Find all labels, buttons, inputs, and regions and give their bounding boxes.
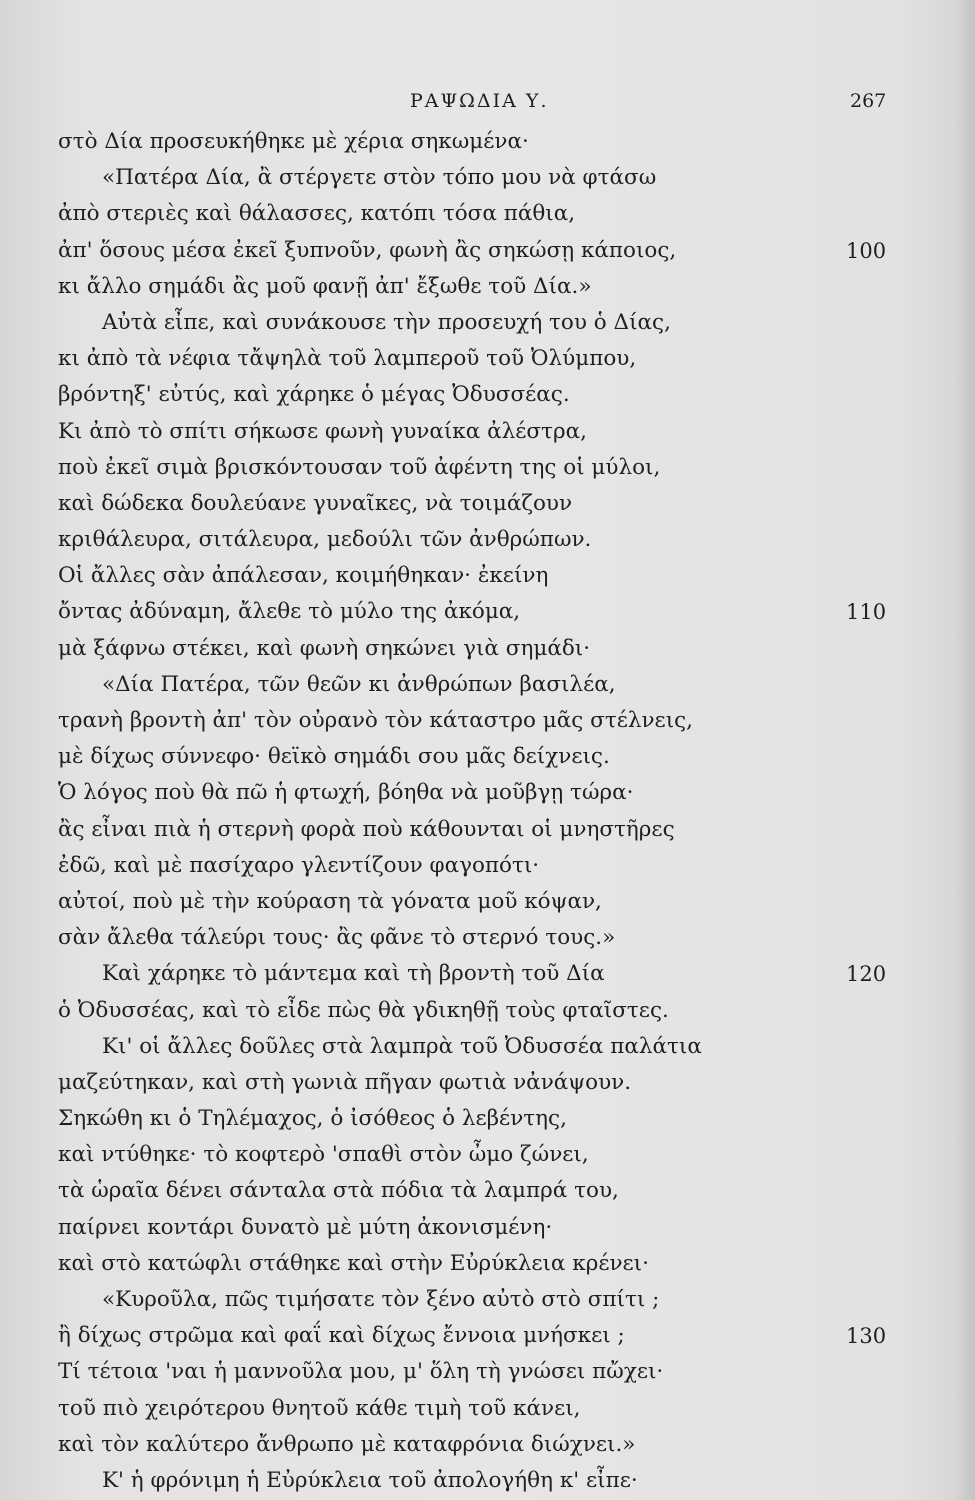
verse-line — [58, 1318, 908, 1354]
verse-line — [58, 377, 908, 413]
verse-line — [58, 196, 908, 232]
verse-line — [58, 305, 908, 341]
verse-text: τὰ ὡραῖα δένει σάνταλα στὰ πόδια τὰ λαμπρά του, — [58, 1178, 619, 1204]
verse-line — [58, 522, 908, 558]
verse-text: ὁ Ὀδυσσέας, καὶ τὸ εἶδε πὼς θὰ γδικηθῇ τοὺς φταῖστες. — [58, 997, 669, 1023]
verse-line — [58, 1391, 908, 1427]
verse-text: Κ' ἡ φρόνιμη ἡ Εὐρύκλεια τοῦ ἀπολογήθη κ' εἶπε· — [102, 1467, 638, 1493]
verse-text: ἂς εἶναι πιὰ ἡ στερνὴ φορὰ ποὺ κάθουνται οἱ μνηστῆρες — [58, 816, 675, 842]
verse-line — [58, 1246, 908, 1282]
line-number: 120 — [846, 962, 887, 987]
verse-text: ἢ δίχως στρῶμα καὶ φαΐ καὶ δίχως ἔννοια μνήσκει ; — [58, 1323, 625, 1349]
verse-text: Κι' οἱ ἄλλες δοῦλες στὰ λαμπρὰ τοῦ Ὀδυσσέα παλάτια — [102, 1033, 702, 1059]
verse-line — [58, 233, 908, 269]
verse-text: Τί τέτοια 'ναι ἡ μαννοῦλα μου, μ' ὅλη τὴ γνώσει πὤχει· — [58, 1359, 664, 1385]
verse-text: καὶ τὸν καλύτερο ἄνθρωπο μὲ καταφρόνια διώχνει.» — [58, 1431, 636, 1457]
verse-text: καὶ ντύθηκε· τὸ κοφτερὸ 'σπαθὶ στὸν ὦμο ζώνει, — [58, 1142, 589, 1168]
verse-text: ἐδῶ, καὶ μὲ πασίχαρο γλεντίζουν φαγοπότι· — [58, 852, 540, 878]
verse-line — [58, 160, 908, 196]
verse-text: μὰ ξάφνω στέκει, καὶ φωνὴ σηκώνει γιὰ σημάδι· — [58, 635, 591, 661]
verse-line — [58, 269, 908, 305]
verse-text: Κι ἀπὸ τὸ σπίτι σήκωσε φωνὴ γυναίκα ἀλέστρα, — [58, 418, 587, 444]
verse-text: σὰν ἄλεθα τάλεύρι τους· ἂς φᾶνε τὸ στερνό τους.» — [58, 925, 616, 951]
verse-text: Οἱ ἄλλες σὰν ἀπάλεσαν, κοιμήθηκαν· ἐκείνη — [58, 563, 549, 589]
verse-text: Σηκώθη κι ὁ Τηλέμαχος, ὁ ἰσόθεος ὁ λεβέντης, — [58, 1106, 567, 1132]
verse-text: «Πατέρα Δία, ἂ στέργετε στὸν τόπο μου νὰ φτάσω — [102, 165, 657, 191]
verse-text: καὶ στὸ κατώφλι στάθηκε καὶ στὴν Εὐρύκλεια κρένει· — [58, 1250, 649, 1276]
verse-line — [58, 1463, 908, 1499]
verse-block — [58, 124, 908, 1499]
line-number: 130 — [846, 1324, 887, 1349]
verse-text: Καὶ χάρηκε τὸ μάντεμα καὶ τὴ βροντὴ τοῦ Δία — [102, 961, 605, 987]
chapter-title: ΡΑΨΩΔΙΑ Υ. — [410, 90, 549, 112]
verse-text: Ὁ λόγος ποὺ θὰ πῶ ἡ φτωχή, βόηθα νὰ μοῦβγῃ τώρα· — [58, 780, 634, 806]
verse-line — [58, 920, 908, 956]
verse-line — [58, 1354, 908, 1390]
verse-text: «Δία Πατέρα, τῶν θεῶν κι ἀνθρώπων βασιλέα, — [102, 671, 616, 697]
verse-text: μὲ δίχως σύννεφο· θεϊκὸ σημάδι σου μᾶς δείχνεις. — [58, 744, 610, 770]
verse-line — [58, 594, 908, 630]
verse-text: κι ἀπὸ τὰ νέφια τἄψηλὰ τοῦ λαμπεροῦ τοῦ Ὀλύμπου, — [58, 346, 637, 372]
verse-text: παίρνει κοντάρι δυνατὸ μὲ μύτη ἀκονισμένη· — [58, 1214, 553, 1240]
verse-text: «Κυροῦλα, πῶς τιμήσατε τὸν ξένο αὐτὸ στὸ σπίτι ; — [102, 1287, 660, 1312]
verse-line — [58, 993, 908, 1029]
verse-text: ἀπὸ στεριὲς καὶ θάλασσες, κατόπι τόσα πάθια, — [58, 201, 576, 227]
verse-text: βρόντηξ' εὐτύς, καὶ χάρηκε ὁ μέγας Ὀδυσσέας. — [58, 382, 570, 408]
page-number: 267 — [850, 90, 887, 112]
verse-line — [58, 486, 908, 522]
verse-line — [58, 631, 908, 667]
running-head — [0, 90, 975, 120]
verse-text: στὸ Δία προσευκήθηκε μὲ χέρια σηκωμένα· — [58, 129, 529, 154]
verse-text: μαζεύτηκαν, καὶ στὴ γωνιὰ πῆγαν φωτιὰ νἀνάψουν. — [58, 1069, 632, 1095]
verse-text: ὄντας ἀδύναμη, ἄλεθε τὸ μύλο της ἀκόμα, — [58, 599, 521, 625]
verse-text: κριθάλευρα, σιτάλευρα, μεδούλι τῶν ἀνθρώπων. — [58, 527, 592, 553]
verse-line — [58, 775, 908, 811]
line-number: 100 — [846, 238, 887, 263]
verse-text: τοῦ πιὸ χειρότερου θνητοῦ κάθε τιμὴ τοῦ κάνει, — [58, 1395, 581, 1421]
verse-line — [58, 956, 908, 992]
verse-line — [58, 558, 908, 594]
verse-line — [58, 1029, 908, 1065]
verse-line — [58, 1137, 908, 1173]
verse-line — [58, 739, 908, 775]
verse-line — [58, 1101, 908, 1137]
verse-line — [58, 884, 908, 920]
line-number: 110 — [846, 600, 887, 625]
verse-text: τρανὴ βροντὴ ἀπ' τὸν οὐρανὸ τὸν κάταστρο μᾶς στέλνεις, — [58, 708, 694, 733]
verse-text: καὶ δώδεκα δουλεύανε γυναῖκες, νὰ τοιμάζουν — [58, 490, 573, 516]
page-edge-shadow — [953, 0, 975, 1500]
verse-line — [58, 414, 908, 450]
verse-text: Αὐτὰ εἶπε, καὶ συνάκουσε τὴν προσευχή του ὁ Δίας, — [102, 309, 671, 335]
verse-text: αὐτοί, ποὺ μὲ τὴν κούραση τὰ γόνατα μοῦ κόψαν, — [58, 888, 602, 914]
verse-line — [58, 1282, 908, 1318]
verse-line — [58, 812, 908, 848]
verse-line — [58, 667, 908, 703]
verse-text: κι ἄλλο σημάδι ἂς μοῦ φανῇ ἀπ' ἔξωθε τοῦ Δία.» — [58, 273, 592, 299]
verse-line — [58, 1173, 908, 1209]
verse-line — [58, 703, 908, 739]
verse-line — [58, 124, 908, 160]
verse-line — [58, 341, 908, 377]
verse-line — [58, 848, 908, 884]
verse-text: ἀπ' ὅσους μέσα ἐκεῖ ξυπνοῦν, φωνὴ ἂς σηκώσῃ κάποιος, — [58, 237, 677, 263]
verse-line — [58, 1065, 908, 1101]
verse-line — [58, 1427, 908, 1463]
verse-line — [58, 1210, 908, 1246]
verse-line — [58, 450, 908, 486]
verse-text: ποὺ ἐκεῖ σιμὰ βρισκόντουσαν τοῦ ἀφέντη της οἱ μύλοι, — [58, 454, 661, 480]
